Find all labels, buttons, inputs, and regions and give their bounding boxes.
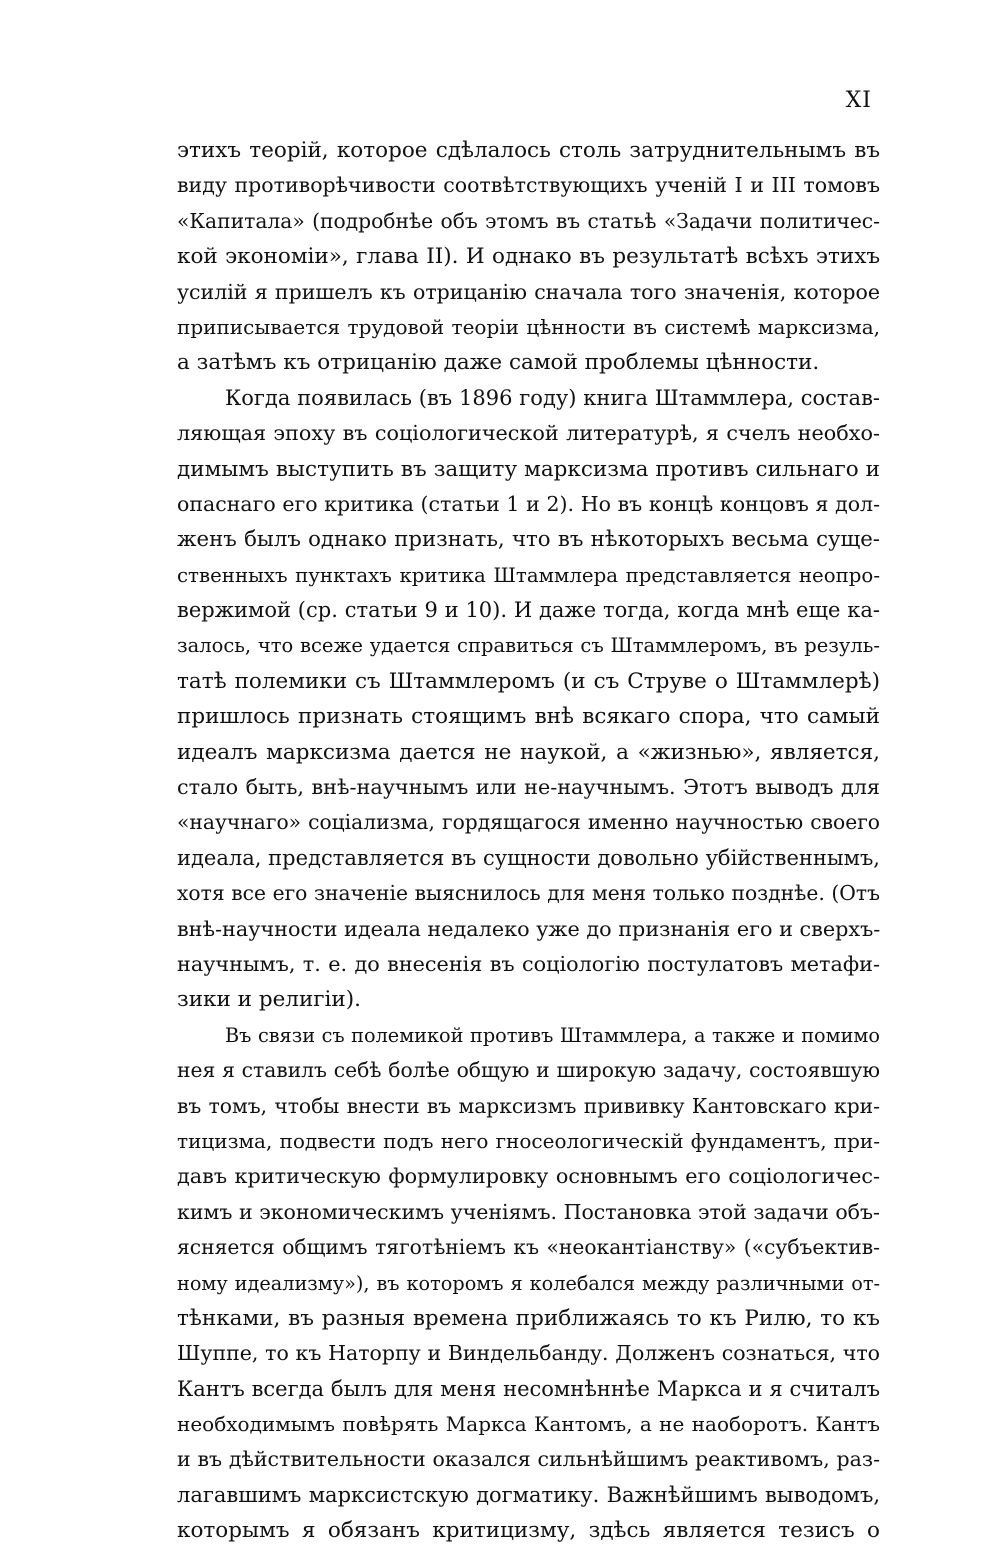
text-line: виду противорѣчивости соотвѣтствующихъ ученій I и III томовъ <box>177 173 880 198</box>
text-line: приписывается трудовой теоріи цѣнности въ системѣ марксизма, <box>177 314 880 339</box>
text-line: ясняется общимъ тяготѣніемъ къ «неокантіанству» («субъектив- <box>177 1235 880 1260</box>
text-line: идеала, представляется въ сущности довольно убійственнымъ, <box>177 845 880 870</box>
text-line: въ томъ, чтобы внести въ марксизмъ прививку Кантовскаго кри- <box>177 1093 880 1118</box>
text-line: димымъ выступить въ защиту марксизма противъ сильнаго и <box>177 456 880 482</box>
text-line: «Капитала» (подробнѣе объ этомъ въ статьѣ «Задачи политичес- <box>177 208 880 233</box>
text-line: вержимой (ср. статьи 9 и 10). И даже тогда, когда мнѣ еще ка- <box>177 598 880 623</box>
text-line: научнымъ, т. е. до внесенія въ соціологію постулатовъ метафи- <box>177 951 880 976</box>
text-line: ному идеализму»), въ которомъ я колебался между различными от- <box>177 1271 880 1295</box>
text-line: внѣ-научности идеала недалеко уже до признанія его и сверхъ- <box>177 916 881 941</box>
text-line: ственныхъ пунктахъ критика Штаммлера представляется неопро- <box>177 563 880 587</box>
text-line: кимъ и экономическимъ ученіямъ. Постановка этой задачи объ- <box>177 1199 880 1224</box>
text-line: которымъ я обязанъ критицизму, здѣсь является тезисъ о <box>177 1518 880 1544</box>
body-text <box>177 133 880 1549</box>
text-line: «научнаго» соціализма, гордящагося именно научностью своего <box>177 810 880 835</box>
text-line: идеалъ марксизма дается не наукой, а «жизнью», является, <box>177 739 880 765</box>
text-line: кой экономіи», глава II). И однако въ результатѣ всѣхъ этихъ <box>177 244 880 270</box>
text-line: ляющая эпоху въ соціологической литературѣ, я счелъ необхо- <box>177 421 880 446</box>
text-line: этихъ теорій, которое сдѣлалось столь затруднительнымъ въ <box>177 138 880 163</box>
text-line: а затѣмъ къ отрицанію даже самой проблемы цѣнности. <box>177 350 820 376</box>
text-line: давъ критическую формулировку основнымъ его соціологичес- <box>177 1164 880 1189</box>
text-line: лагавшимъ марксистскую догматику. Важнѣйшимъ выводомъ, <box>177 1482 880 1507</box>
text-line: опаснаго его критика (статьи 1 и 2). Но въ концѣ концовъ я дол- <box>177 491 880 516</box>
page-number: XI <box>845 88 872 113</box>
text-line: необходимымъ повѣрять Маркса Кантомъ, а не наоборотъ. Кантъ <box>177 1412 880 1437</box>
text-line: татѣ полемики съ Штаммлеромъ (и съ Струве о Штаммлерѣ) <box>177 668 880 694</box>
text-line: тѣнками, въ разныя времена приближаясь то къ Рилю, то къ <box>177 1305 880 1331</box>
text-line: стало быть, внѣ-научнымъ или не-научнымъ. Этотъ выводъ для <box>177 775 880 800</box>
text-line: женъ былъ однако признать, что въ нѣкоторыхъ весьма суще- <box>177 527 880 553</box>
text-line: Въ связи съ полемикой противъ Штаммлера, а также и помимо <box>225 1023 880 1047</box>
text-line: хотя все его значеніе выяснилось для меня только позднѣе. (Отъ <box>177 881 880 906</box>
text-line: пришлось признать стоящимъ внѣ всякаго спора, что самый <box>177 704 880 730</box>
text-line: усилій я пришелъ къ отрицанію сначала того значенія, которое <box>177 279 880 304</box>
text-line: залось, что всеже удается справиться съ Штаммлеромъ, въ резуль- <box>177 634 880 658</box>
text-line: нея я ставилъ себѣ болѣе общую и широкую задачу, состоявшую <box>177 1058 880 1083</box>
text-line: Кантъ всегда былъ для меня несомнѣннѣе Маркса и я считалъ <box>177 1376 880 1401</box>
text-line: и въ дѣйствительности оказался сильнѣйшимъ реактивомъ, раз- <box>177 1447 880 1472</box>
text-line: зики и религіи). <box>177 987 361 1013</box>
text-line: тицизма, подвести подъ него гносеологическій фундаментъ, при- <box>177 1128 880 1153</box>
text-line: Шуппе, то къ Наторпу и Виндельбанду. Долженъ сознаться, что <box>177 1341 880 1366</box>
text-line: Когда появилась (въ 1896 году) книга Штаммлера, состав- <box>225 385 880 410</box>
